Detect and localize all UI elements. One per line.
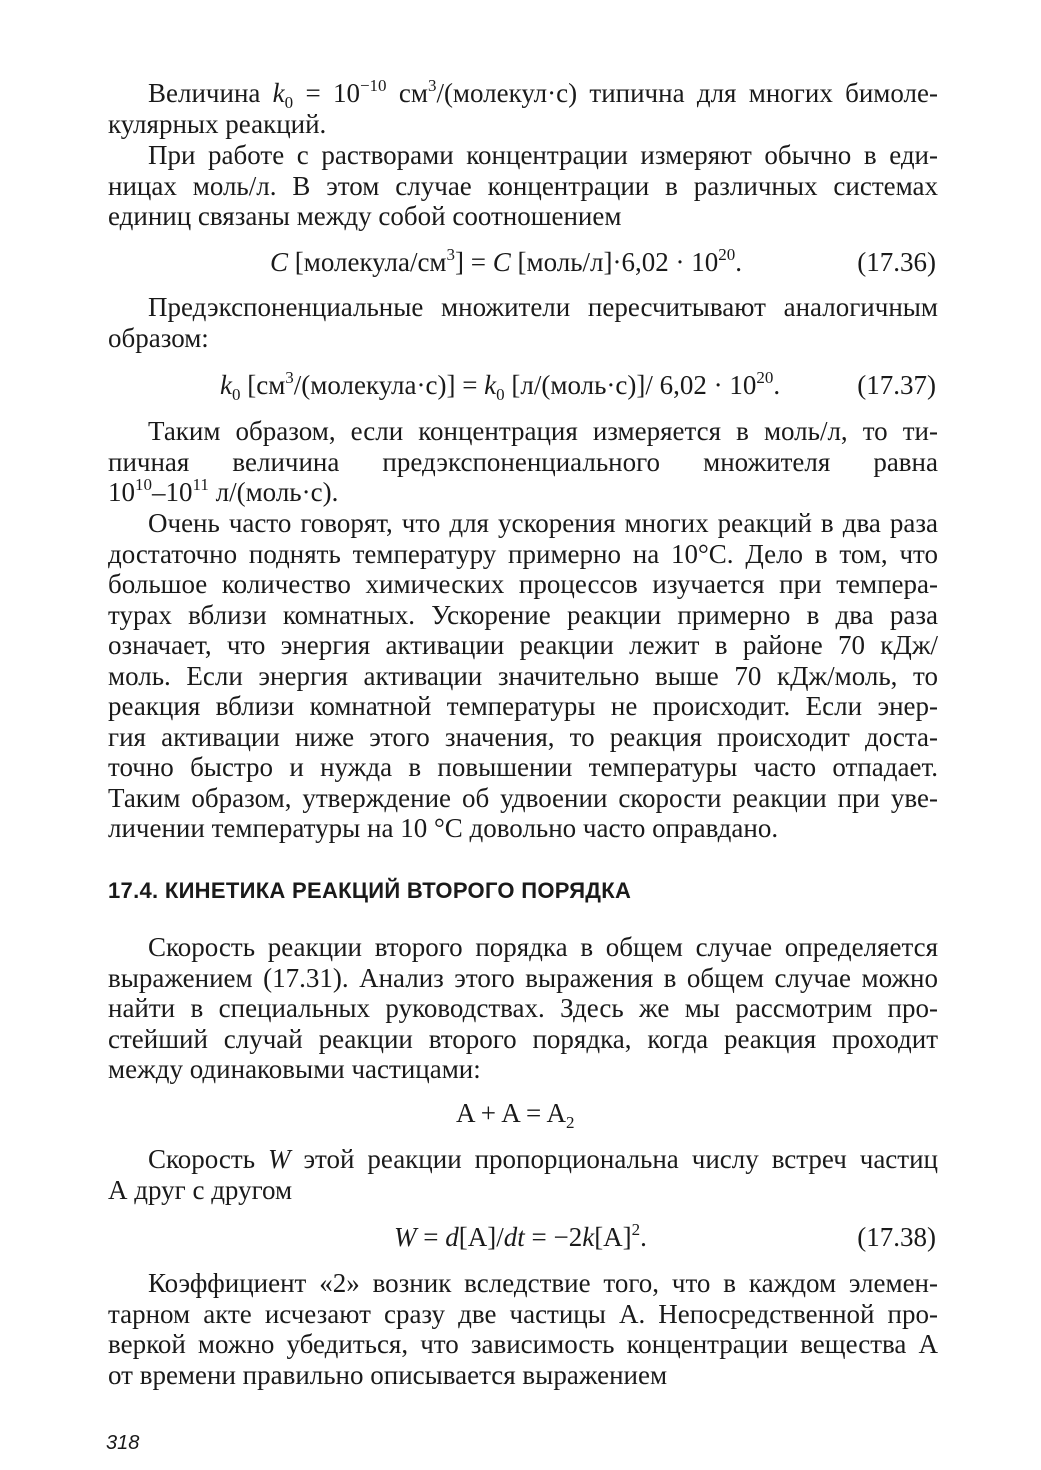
paragraph-solutions (108, 140, 938, 232)
text-line: кулярных реакций. (108, 108, 327, 139)
text-line: турах вблизи комнатных. Ускорение реакции примерно в два раза (108, 599, 938, 630)
text-line: выражением (17.31). Анализ этого выражения в общем случае можно (108, 962, 938, 993)
paragraph-rate-w (108, 1144, 938, 1205)
text-line: моль. Если энергия активации значительно выше 70 кДж/моль, то (108, 660, 938, 691)
equation-body: $k_0$ $[см^3/(молекула\cdot с)] = k_0$ [л/(моль·с)]/ $6,02 \cdot 10^{20}$. (220, 368, 781, 404)
text-line: Таким образом, утверждение об удвоении скорости реакции при уве- (108, 782, 938, 813)
text-line: Скорость W этой реакции пропорциональна числу встреч частиц (148, 1144, 938, 1174)
equation-number: (17.36) (857, 247, 936, 277)
equation-number: (17.37) (857, 370, 936, 400)
equation-body: C $[молекула/см^3] = C$ [моль/л]·6,02 · $10^{20}$. (270, 245, 742, 277)
equation-body: $A + A = A_2$ (456, 1098, 575, 1132)
text-line: Предэкспоненциальные множители пересчитывают аналогичным (148, 292, 938, 322)
section-heading: 17.4. КИНЕТИКА РЕАКЦИЙ ВТОРОГО ПОРЯДКА (108, 878, 632, 903)
text-line: тарном акте исчезают сразу две частицы А. Непосредственной про- (108, 1298, 938, 1329)
text-line: ницах моль/л. В этом случае концентрации в различных системах (108, 170, 938, 201)
text-line: А друг с другом (108, 1174, 293, 1205)
equation-body: $W = d[A]/dt = -2k[A]^2$. (394, 1220, 647, 1252)
text-line: стейший случай реакции второго порядка, когда реакция проходит (108, 1023, 938, 1054)
text-line: единиц связаны между собой соотношением (108, 201, 622, 231)
text-line: Величина $k_0 = 10^{-10}$ $см^3/(молекул\cdot с)$ типична для многих бимоле- (148, 76, 938, 112)
text-line: личении температуры на 10 °С довольно часто оправдано. (108, 813, 779, 843)
text-line: достаточно поднять температуру примерно на 10°С. Дело в том, что (108, 538, 938, 569)
text-line: точно быстро и нужда в повышении температуры часто отпадает. (108, 752, 938, 782)
paragraph-k0-typical (108, 78, 938, 139)
text-line: между одинаковыми частицами: (108, 1054, 481, 1084)
text-line: реакция вблизи комнатной температуры не происходит. Если энер- (108, 691, 938, 721)
text-line: Коэффициент «2» возник вследствие того, что в каждом элемен- (148, 1268, 938, 1298)
text-line: от времени правильно описывается выражением (108, 1359, 668, 1390)
equation-number: (17.38) (857, 1222, 936, 1252)
text-line: пичная величина предэкспоненциального множителя равна (108, 446, 938, 477)
text-line: найти в специальных руководствах. Здесь же мы рассмотрим про- (108, 993, 938, 1023)
text-line: $10^{10}-10^{11}$ л/(моль·с). (108, 475, 339, 507)
paragraph-preexponential (108, 292, 938, 353)
text-line: образом: (108, 322, 209, 353)
text-line: означает, что энергия активации реакции лежит в районе 70 кДж/ (108, 630, 938, 660)
paragraph-second-order (108, 932, 938, 1085)
text-line: гия активации ниже этого значения, то реакция происходит доста- (108, 721, 938, 752)
paragraph-typical-value (108, 416, 938, 508)
paragraph-coefficient (108, 1268, 938, 1390)
paragraph-temperature-rule (108, 508, 938, 844)
text-line: Таким образом, если концентрация измеряется в моль/л, то ти- (148, 416, 938, 446)
page-number: 318 (106, 1432, 140, 1454)
text-line: Очень часто говорят, что для ускорения многих реакций в два раза (148, 508, 938, 538)
text-line: При работе с растворами концентрации измеряют обычно в еди- (148, 140, 938, 170)
text-line: Скорость реакции второго порядка в общем случае определяется (148, 932, 938, 962)
text-line: веркой можно убедиться, что зависимость концентрации вещества А (108, 1329, 938, 1359)
text-line: большое количество химических процессов изучается при темпера- (108, 569, 938, 599)
